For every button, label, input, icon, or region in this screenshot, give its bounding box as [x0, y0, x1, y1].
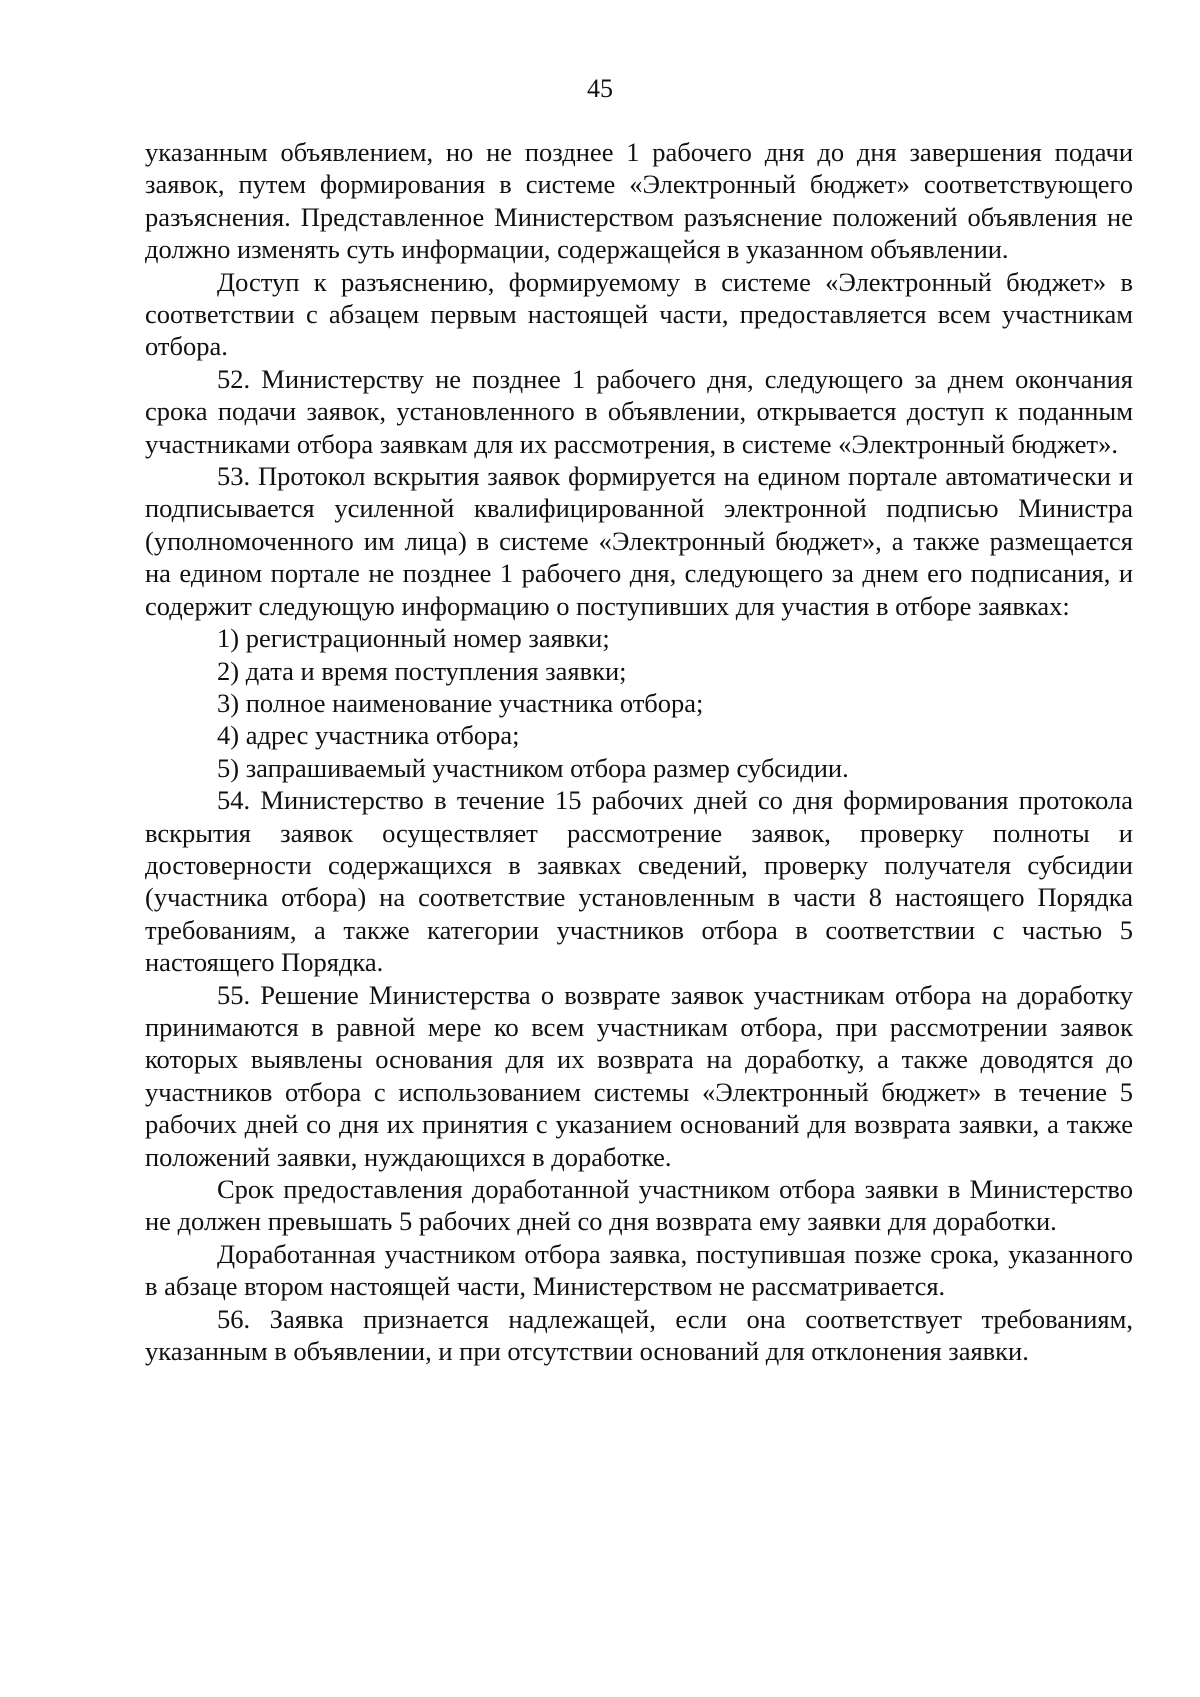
paragraph-53-opening-protocol: 53. Протокол вскрытия заявок формируется на едином портале автоматически и подписывается усиленной квалифицированной электронной подписью Министра (уполномоченного им лица) в системе «Электронный бюджет», а также размещается на едином портале не позднее 1 рабочего дня, следующего за днем его подписания, и содержит следующую информацию о поступивших для участия в отборе заявках:	[145, 461, 1133, 621]
paragraph-52-access-to-applications: 52. Министерству не позднее 1 рабочего дня, следующего за днем окончания срока подачи заявок, установленного в объявлении, открывается доступ к поданным участниками отбора заявкам для их рассмотрения, в системе «Электронный бюджет».	[145, 363, 1133, 459]
list-item-participant-name: 3) полное наименование участника отбора;	[217, 687, 704, 718]
paragraph-revision-term: Срок предоставления доработанной участником отбора заявки в Министерство не должен превышать 5 рабочих дней со дня возврата ему заявки для доработки.	[145, 1174, 1133, 1237]
paragraph-clarification-deadline: указанным объявлением, но не позднее 1 рабочего дня до дня завершения подачи заявок, путем формирования в системе «Электронный бюджет» соответствующего разъяснения. Представленное Министерством разъяснение положений объявления не должно изменять суть информации, содержащейся в указанном объявлении.	[145, 137, 1133, 265]
list-item-receipt-date-time: 2) дата и время поступления заявки;	[217, 655, 627, 686]
document-body	[145, 136, 1133, 1367]
paragraph-late-revision: Доработанная участником отбора заявка, поступившая позже срока, указанного в абзаце втором настоящей части, Министерством не рассматривается.	[145, 1238, 1133, 1302]
paragraph-54-review: 54. Министерство в течение 15 рабочих дней со дня формирования протокола вскрытия заявок осуществляет рассмотрение заявок, проверку полноты и достоверности содержащихся в заявках сведений, проверку получателя субсидии (участника отбора) на соответствие установленным в части 8 настоящего Порядка требованиям, а также категории участников отбора в соответствии с частью 5 настоящего Порядка.	[145, 785, 1133, 978]
paragraph-55-return-for-revision: 55. Решение Министерства о возврате заявок участникам отбора на доработку принимаются в равной мере ко всем участникам отбора, при рассмотрении заявок которых выявлены основания для их возврата на доработку, а также доводятся до участников отбора с использованием системы «Электронный бюджет» в течение 5 рабочих дней со дня их принятия с указанием оснований для возврата заявки, а также положений заявки, нуждающихся в доработке.	[145, 979, 1133, 1172]
list-item-participant-address: 4) адрес участника отбора;	[217, 720, 520, 751]
list-item-registration-number: 1) регистрационный номер заявки;	[217, 623, 610, 654]
paragraph-56-proper-application: 56. Заявка признается надлежащей, если она соответствует требованиям, указанным в объявлении, и при отсутствии оснований для отклонения заявки.	[145, 1303, 1133, 1367]
paragraph-clarification-access: Доступ к разъяснению, формируемому в системе «Электронный бюджет» в соответствии с абзацем первым настоящей части, предоставляется всем участникам отбора.	[145, 266, 1133, 362]
list-item-requested-subsidy: 5) запрашиваемый участником отбора размер субсидии.	[217, 752, 849, 783]
page-number: 45	[587, 74, 613, 103]
